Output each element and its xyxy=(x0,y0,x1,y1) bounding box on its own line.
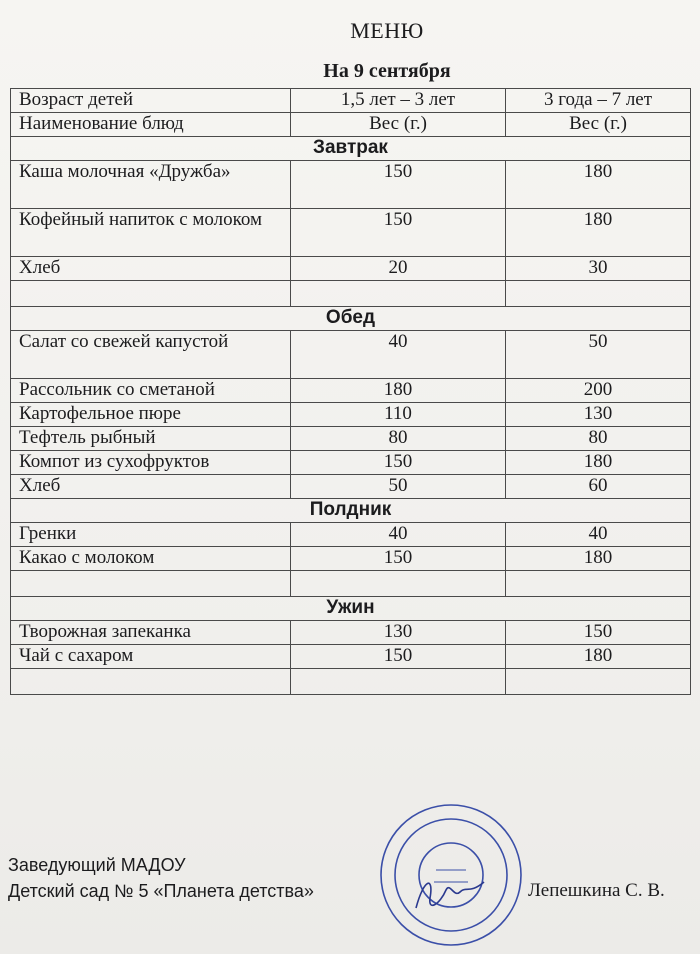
menu-table xyxy=(10,88,691,695)
weight-older: 180 xyxy=(506,547,691,571)
age-label: Возраст детей xyxy=(11,89,291,113)
header-row-weight xyxy=(11,113,691,137)
dish-name: Компот из сухофруктов xyxy=(11,451,291,475)
weight-older: 180 xyxy=(506,161,691,209)
dish-name: Салат со свежей капустой xyxy=(11,331,291,379)
weight-older: 180 xyxy=(506,645,691,669)
dish-name: Чай с сахаром xyxy=(11,645,291,669)
weight-older: 60 xyxy=(506,475,691,499)
table-row xyxy=(11,403,691,427)
header-row-age xyxy=(11,89,691,113)
footer-position xyxy=(8,852,314,904)
weight-young: 150 xyxy=(291,451,506,475)
weight-older: 180 xyxy=(506,209,691,257)
dish-name: Гренки xyxy=(11,523,291,547)
dish-name: Хлеб xyxy=(11,257,291,281)
dish-name: Творожная запеканка xyxy=(11,621,291,645)
table-row xyxy=(11,523,691,547)
weight-young: 20 xyxy=(291,257,506,281)
table-row xyxy=(11,621,691,645)
weight-young: 180 xyxy=(291,379,506,403)
weight-older: 50 xyxy=(506,331,691,379)
weight-label-1: Вес (г.) xyxy=(291,113,506,137)
weight-young: 110 xyxy=(291,403,506,427)
dish-name: Рассольник со сметаной xyxy=(11,379,291,403)
table-row xyxy=(11,209,691,257)
empty-row xyxy=(11,571,691,597)
table-row xyxy=(11,547,691,571)
weight-older: 150 xyxy=(506,621,691,645)
age-group-2: 3 года – 7 лет xyxy=(506,89,691,113)
weight-young: 40 xyxy=(291,331,506,379)
section-lunch: Обед xyxy=(11,307,691,331)
weight-young: 150 xyxy=(291,209,506,257)
section-breakfast: Завтрак xyxy=(11,137,691,161)
empty-row xyxy=(11,281,691,307)
dish-label: Наименование блюд xyxy=(11,113,291,137)
dish-name: Картофельное пюре xyxy=(11,403,291,427)
table-row xyxy=(11,427,691,451)
weight-label-2: Вес (г.) xyxy=(506,113,691,137)
table-row xyxy=(11,161,691,209)
table-row xyxy=(11,645,691,669)
weight-young: 130 xyxy=(291,621,506,645)
section-dinner: Ужин xyxy=(11,597,691,621)
weight-young: 80 xyxy=(291,427,506,451)
table-row xyxy=(11,379,691,403)
weight-older: 30 xyxy=(506,257,691,281)
dish-name: Тефтель рыбный xyxy=(11,427,291,451)
weight-young: 40 xyxy=(291,523,506,547)
weight-older: 180 xyxy=(506,451,691,475)
document-date: На 9 сентября xyxy=(323,60,451,82)
signature xyxy=(410,868,490,918)
weight-older: 80 xyxy=(506,427,691,451)
weight-young: 150 xyxy=(291,547,506,571)
position-line-2: Детский сад № 5 «Планета детства» xyxy=(8,881,314,902)
weight-young: 50 xyxy=(291,475,506,499)
table-row xyxy=(11,331,691,379)
signatory-name: Лепешкина С. В. xyxy=(528,880,665,901)
table-row xyxy=(11,451,691,475)
position-line-1: Заведующий МАДОУ xyxy=(8,855,186,875)
dish-name: Кофейный напиток с молоком xyxy=(11,209,291,257)
weight-young: 150 xyxy=(291,161,506,209)
section-snack: Полдник xyxy=(11,499,691,523)
weight-young: 150 xyxy=(291,645,506,669)
dish-name: Какао с молоком xyxy=(11,547,291,571)
table-row xyxy=(11,257,691,281)
age-group-1: 1,5 лет – 3 лет xyxy=(291,89,506,113)
empty-row xyxy=(11,669,691,695)
document-title: МЕНЮ xyxy=(350,18,424,43)
dish-name: Каша молочная «Дружба» xyxy=(11,161,291,209)
weight-older: 200 xyxy=(506,379,691,403)
weight-older: 130 xyxy=(506,403,691,427)
dish-name: Хлеб xyxy=(11,475,291,499)
table-row xyxy=(11,475,691,499)
weight-older: 40 xyxy=(506,523,691,547)
